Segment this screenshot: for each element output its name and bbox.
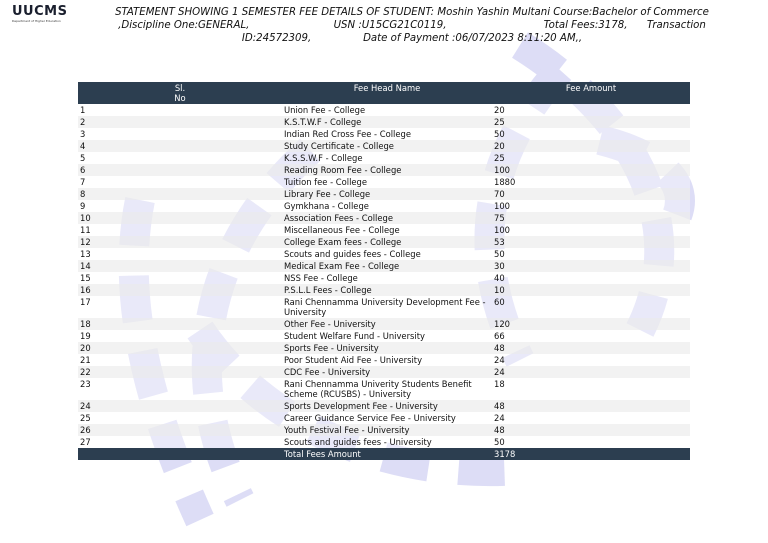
row-fee-head: Union Fee - College: [282, 104, 492, 116]
row-fee-head: Tuition fee - College: [282, 176, 492, 188]
row-fee-amount: 40: [492, 272, 690, 284]
column-header-fee-amount: Fee Amount: [492, 82, 690, 104]
table-row: [78, 272, 690, 284]
row-fee-amount: 25: [492, 152, 690, 164]
table-row: [78, 412, 690, 424]
row-fee-head: Rani Chennamma University Development Fee - University: [282, 296, 492, 318]
row-sl-no: 10: [78, 212, 282, 224]
table-row: [78, 366, 690, 378]
fee-table-body: [78, 104, 690, 448]
row-sl-no: 2: [78, 116, 282, 128]
table-row: [78, 212, 690, 224]
row-fee-amount: 25: [492, 116, 690, 128]
row-sl-no: 6: [78, 164, 282, 176]
table-row: [78, 104, 690, 116]
row-fee-head: Career Guidance Service Fee - University: [282, 412, 492, 424]
row-fee-amount: 50: [492, 128, 690, 140]
table-row: [78, 424, 690, 436]
table-row: [78, 176, 690, 188]
table-row: [78, 152, 690, 164]
row-fee-head: Medical Exam Fee - College: [282, 260, 492, 272]
row-sl-no: 17: [78, 296, 282, 318]
usn-text: USN :U15CG21C0119,: [333, 20, 447, 31]
row-fee-head: K.S.S.W.F - College: [282, 152, 492, 164]
table-row: [78, 248, 690, 260]
transaction-label: Transaction: [646, 20, 706, 31]
column-header-sl-no: Sl. No: [78, 82, 282, 104]
total-label: Total Fees Amount: [282, 448, 492, 460]
row-fee-head: Sports Fee - University: [282, 342, 492, 354]
row-fee-amount: 66: [492, 330, 690, 342]
row-sl-no: 1: [78, 104, 282, 116]
row-sl-no: 14: [78, 260, 282, 272]
row-fee-head: Student Welfare Fund - University: [282, 330, 492, 342]
total-fees-text: Total Fees:3178,: [543, 20, 628, 31]
table-row: [78, 296, 690, 318]
row-fee-head: Sports Development Fee - University: [282, 400, 492, 412]
table-row: [78, 378, 690, 400]
row-fee-amount: 50: [492, 436, 690, 448]
row-sl-no: 8: [78, 188, 282, 200]
row-sl-no: 12: [78, 236, 282, 248]
row-fee-head: Study Certificate - College: [282, 140, 492, 152]
row-sl-no: 4: [78, 140, 282, 152]
statement-header: [100, 6, 724, 45]
row-fee-amount: 48: [492, 400, 690, 412]
row-fee-head: P.S.L.L Fees - College: [282, 284, 492, 296]
row-sl-no: 18: [78, 318, 282, 330]
table-row: [78, 342, 690, 354]
row-fee-amount: 70: [492, 188, 690, 200]
row-fee-head: Poor Student Aid Fee - University: [282, 354, 492, 366]
row-sl-no: 24: [78, 400, 282, 412]
row-fee-amount: 18: [492, 378, 690, 400]
row-fee-amount: 60: [492, 296, 690, 318]
row-fee-amount: 20: [492, 140, 690, 152]
table-row: [78, 260, 690, 272]
row-fee-head: Other Fee - University: [282, 318, 492, 330]
table-row: [78, 284, 690, 296]
header-line-3: [100, 32, 724, 45]
transaction-id-text: ID:24572309,: [241, 33, 312, 44]
discipline-text: ,Discipline One:GENERAL,: [118, 20, 250, 31]
row-sl-no: 3: [78, 128, 282, 140]
logo-text: UUCMS: [12, 4, 68, 19]
row-fee-amount: 10: [492, 284, 690, 296]
column-header-fee-head: Fee Head Name: [282, 82, 492, 104]
row-fee-amount: 53: [492, 236, 690, 248]
row-fee-head: K.S.T.W.F - College: [282, 116, 492, 128]
row-fee-amount: 20: [492, 104, 690, 116]
row-sl-no: 9: [78, 200, 282, 212]
row-fee-head: College Exam fees - College: [282, 236, 492, 248]
header-line-2: [100, 19, 724, 32]
table-row: [78, 236, 690, 248]
row-fee-amount: 30: [492, 260, 690, 272]
row-fee-head: Gymkhana - College: [282, 200, 492, 212]
row-fee-head: Scouts and guides fees - College: [282, 248, 492, 260]
row-fee-amount: 120: [492, 318, 690, 330]
table-row: [78, 224, 690, 236]
row-fee-amount: 100: [492, 200, 690, 212]
table-row: [78, 200, 690, 212]
row-sl-no: 11: [78, 224, 282, 236]
table-row: [78, 188, 690, 200]
logo-subtitle: Department of Higher Education: [12, 19, 61, 23]
table-row: [78, 128, 690, 140]
fee-details-table: [78, 82, 690, 460]
row-fee-head: CDC Fee - University: [282, 366, 492, 378]
row-fee-head: NSS Fee - College: [282, 272, 492, 284]
row-sl-no: 7: [78, 176, 282, 188]
row-fee-head: Association Fees - College: [282, 212, 492, 224]
row-sl-no: 5: [78, 152, 282, 164]
row-sl-no: 26: [78, 424, 282, 436]
table-row: [78, 354, 690, 366]
row-fee-head: Reading Room Fee - College: [282, 164, 492, 176]
row-sl-no: 20: [78, 342, 282, 354]
row-fee-amount: 100: [492, 164, 690, 176]
uucms-logo: [12, 5, 68, 23]
row-fee-head: Miscellaneous Fee - College: [282, 224, 492, 236]
row-fee-amount: 48: [492, 424, 690, 436]
table-row: [78, 318, 690, 330]
row-fee-amount: 50: [492, 248, 690, 260]
row-fee-amount: 24: [492, 366, 690, 378]
table-row: [78, 436, 690, 448]
table-row: [78, 330, 690, 342]
row-sl-no: 13: [78, 248, 282, 260]
table-row: [78, 164, 690, 176]
row-sl-no: 16: [78, 284, 282, 296]
row-fee-head: Rani Chennamma Univerity Students Benefit Scheme (RCUSBS) - University: [282, 378, 492, 400]
row-fee-amount: 24: [492, 354, 690, 366]
row-fee-amount: 48: [492, 342, 690, 354]
row-sl-no: 22: [78, 366, 282, 378]
header-line-1: STATEMENT SHOWING 1 SEMESTER FEE DETAILS OF STUDENT: Moshin Yashin Multani Course:Bachelor of Commerce: [115, 7, 709, 18]
table-row: [78, 116, 690, 128]
row-sl-no: 23: [78, 378, 282, 400]
row-fee-amount: 1880: [492, 176, 690, 188]
payment-date-text: Date of Payment :06/07/2023 8:11:20 AM,,: [363, 33, 583, 44]
row-fee-amount: 24: [492, 412, 690, 424]
row-fee-amount: 75: [492, 212, 690, 224]
row-fee-head: Library Fee - College: [282, 188, 492, 200]
row-sl-no: 21: [78, 354, 282, 366]
table-row: [78, 400, 690, 412]
row-fee-amount: 100: [492, 224, 690, 236]
row-fee-head: Indian Red Cross Fee - College: [282, 128, 492, 140]
table-row: [78, 140, 690, 152]
row-sl-no: 19: [78, 330, 282, 342]
row-sl-no: 27: [78, 436, 282, 448]
table-header-row: [78, 82, 690, 104]
total-amount: 3178: [492, 448, 690, 460]
row-fee-head: Youth Festival Fee - University: [282, 424, 492, 436]
total-row: [78, 448, 690, 460]
row-sl-no: 15: [78, 272, 282, 284]
row-sl-no: 25: [78, 412, 282, 424]
total-empty-cell: [78, 448, 282, 460]
row-fee-head: Scouts and guides fees - University: [282, 436, 492, 448]
